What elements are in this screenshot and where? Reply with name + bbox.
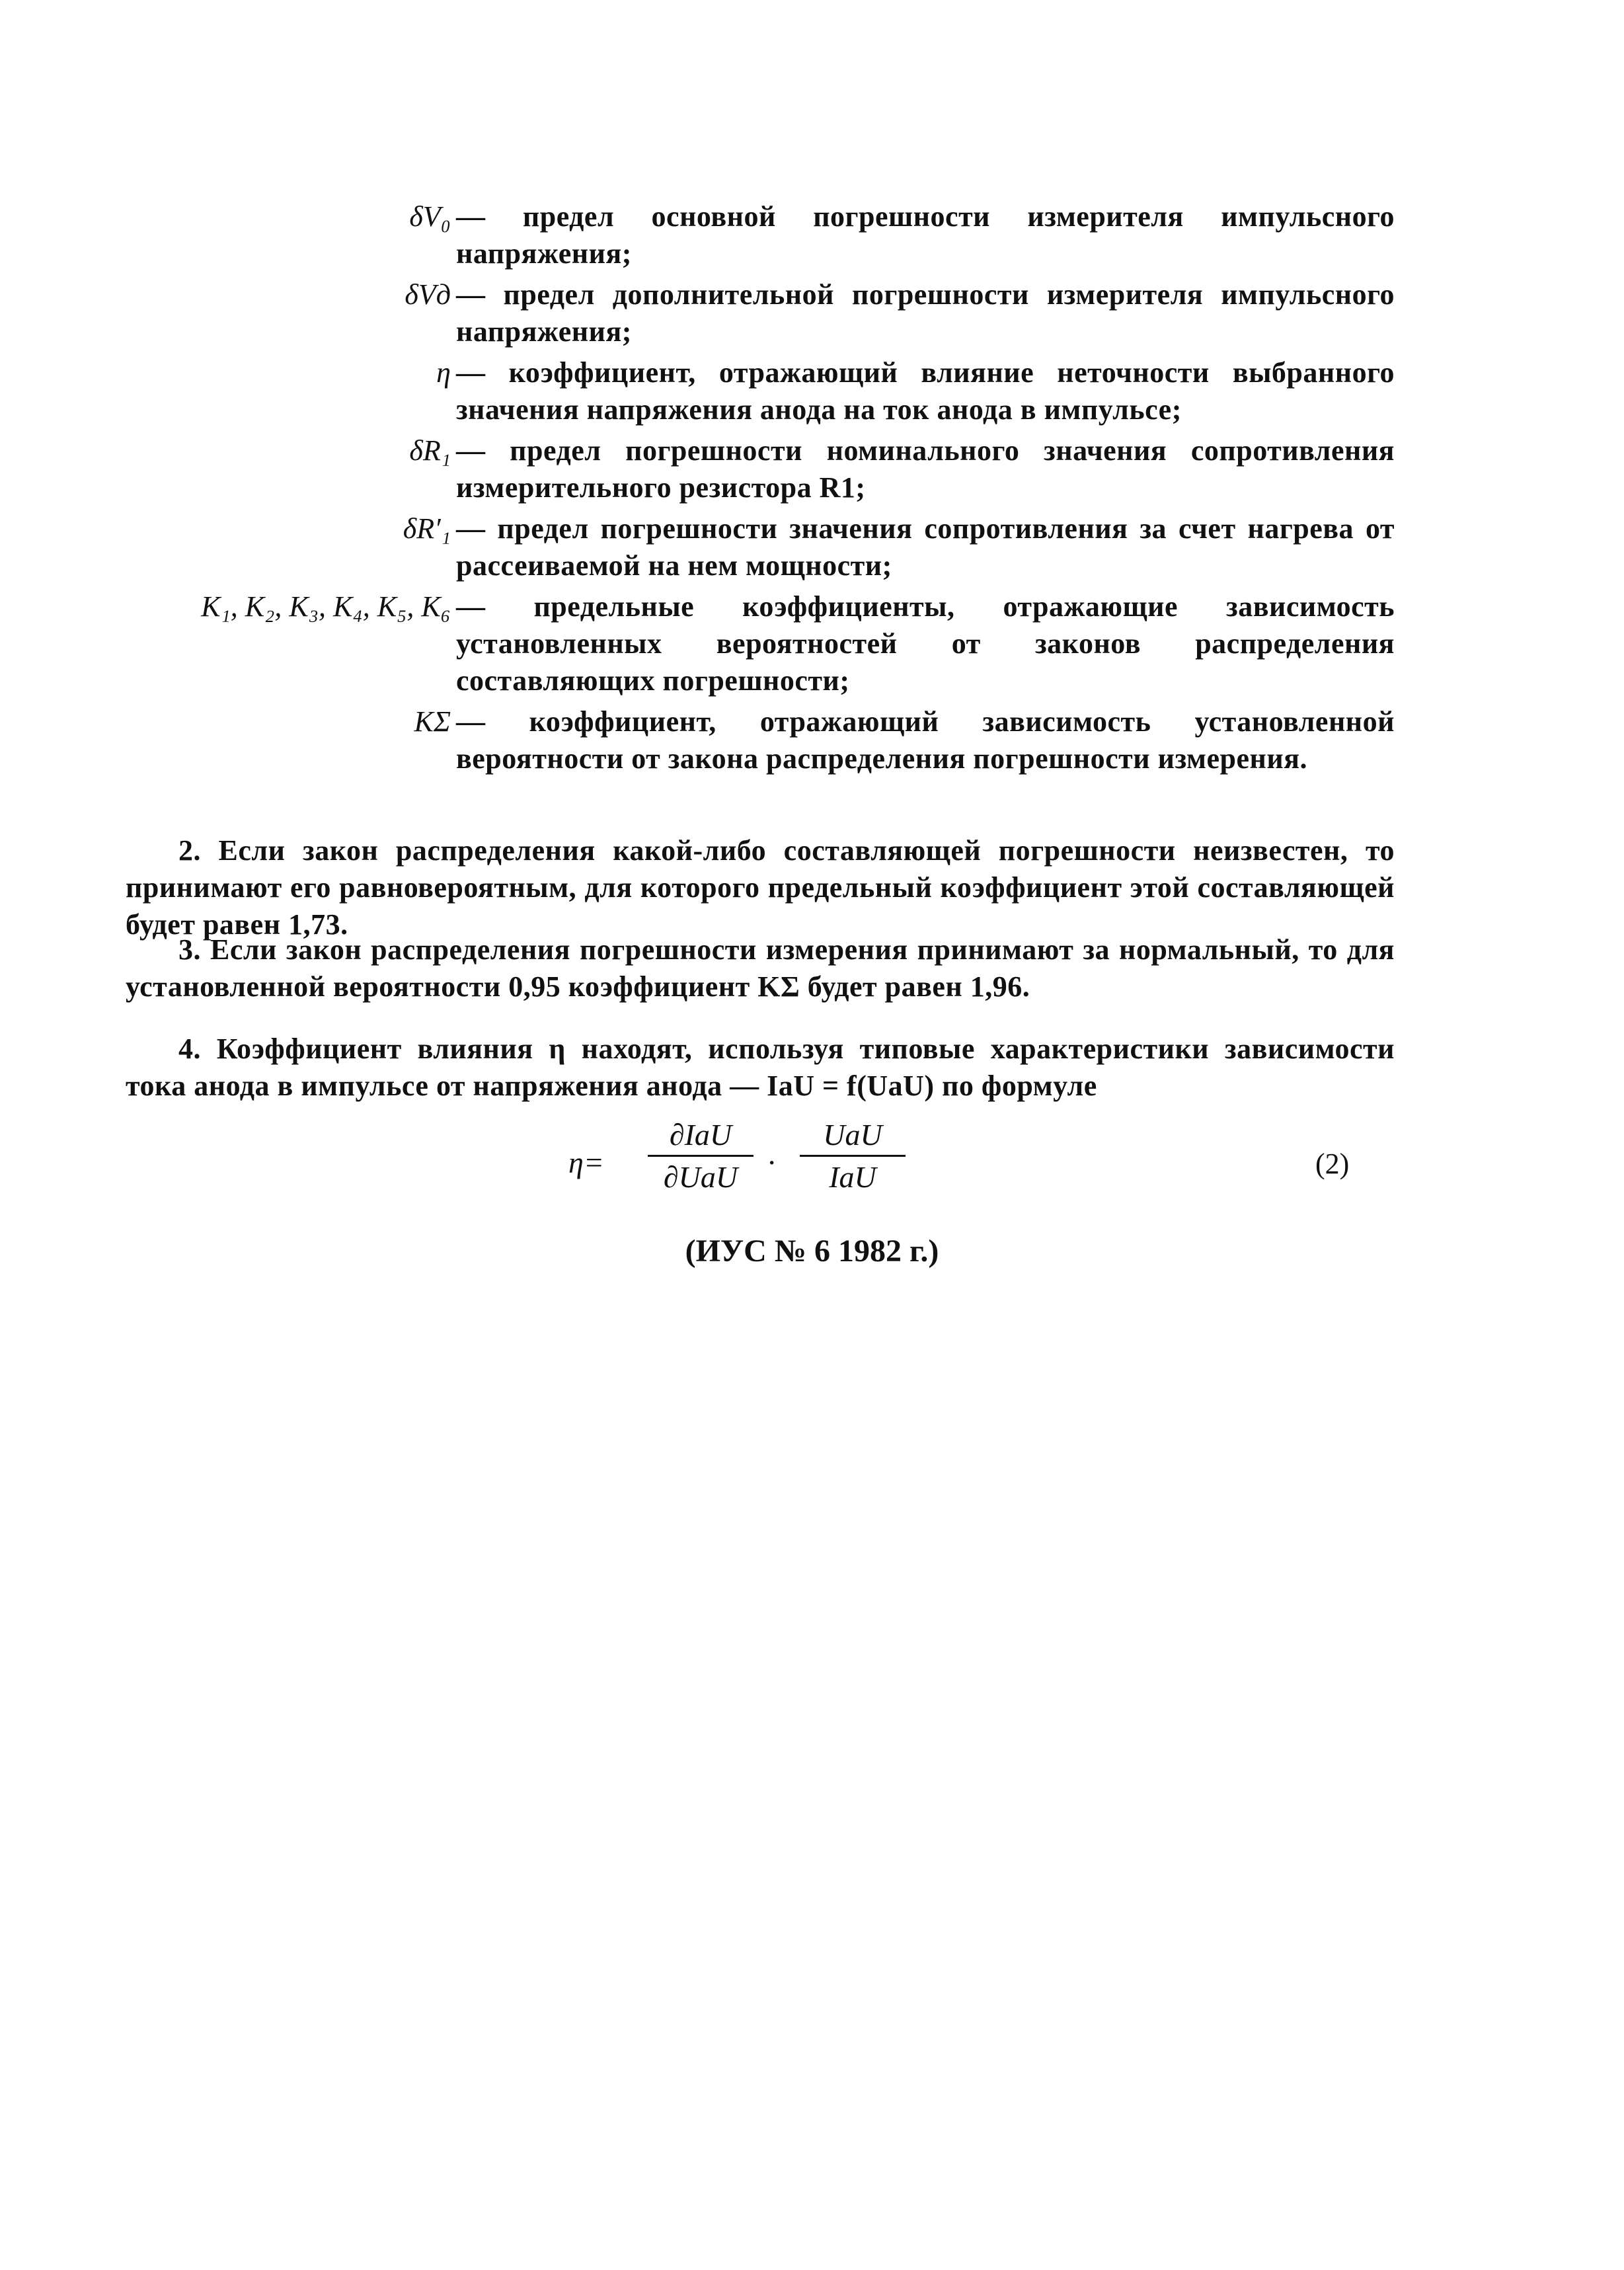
paragraph-3: 3. Если закон распределения погрешности измерения принимают за нормальный, то для установленной вероятности 0,95 коэффициент KΣ будет равен 1,96. [126, 933, 1395, 1003]
definition-text: — коэффициент, отражающий влияние неточности выбранного значения напряжения анода на ток анода в импульсе; [456, 356, 1395, 426]
fraction-numerator: ∂IaU [648, 1117, 754, 1157]
definition-item [126, 588, 1395, 699]
definition-item [126, 276, 1395, 350]
definition-text: — коэффициент, отражающий зависимость установленной вероятности от закона распределения погрешности измерения. [456, 705, 1395, 775]
formula-operator: · [767, 1146, 777, 1179]
definition-symbol: δV₀ [409, 200, 451, 233]
definition-symbol: δR′₁ [403, 512, 451, 545]
definition-text: — предел погрешности номинального значения сопротивления измерительного резистора R1; [456, 434, 1395, 504]
formula-lhs: η= [568, 1146, 604, 1179]
definition-text: — предел основной погрешности измерителя импульсного напряжения; [456, 200, 1395, 270]
definition-symbol: KΣ [414, 705, 451, 738]
definition-symbol: δR₁ [409, 434, 451, 467]
formula-fraction-ratio [800, 1117, 906, 1194]
definition-text: — предел дополнительной погрешности измерителя импульсного напряжения; [456, 278, 1395, 348]
paragraph-4: 4. Коэффициент влияния η находят, используя типовые характеристики зависимости тока анода в импульсе от напряжения анода — IaU = f(UaU) по формуле [126, 1033, 1395, 1102]
definitions-list [126, 198, 1395, 781]
definition-symbol: K₁, K₂, K₃, K₄, K₅, K₆ [201, 590, 451, 623]
definition-item [126, 510, 1395, 584]
definition-text: — предельные коэффициенты, отражающие зависимость установленных вероятностей от законов распределения составляющих погрешности; [456, 590, 1395, 697]
fraction-denominator: ∂UaU [663, 1160, 738, 1194]
fraction-numerator: UaU [800, 1117, 906, 1157]
source-note: (ИУС № 6 1982 г.) [685, 1233, 939, 1269]
definition-symbol: η [436, 356, 451, 389]
definition-item [126, 198, 1395, 272]
formula-2 [568, 1117, 939, 1216]
definition-item [126, 703, 1395, 777]
definition-item [126, 432, 1395, 506]
definition-text: — предел погрешности значения сопротивления за счет нагрева от рассеиваемой на нем мощности; [456, 512, 1395, 582]
definition-item [126, 354, 1395, 428]
equation-number: (2) [1315, 1148, 1350, 1180]
formula-fraction-derivative [648, 1117, 754, 1194]
paragraph-2: 2. Если закон распределения какой-либо составляющей погрешности неизвестен, то принимают его равновероятным, для которого предельный коэффициент этой составляющей будет равен 1,73. [126, 834, 1395, 941]
fraction-denominator: IaU [829, 1160, 876, 1194]
definition-symbol: δVд [405, 278, 451, 311]
